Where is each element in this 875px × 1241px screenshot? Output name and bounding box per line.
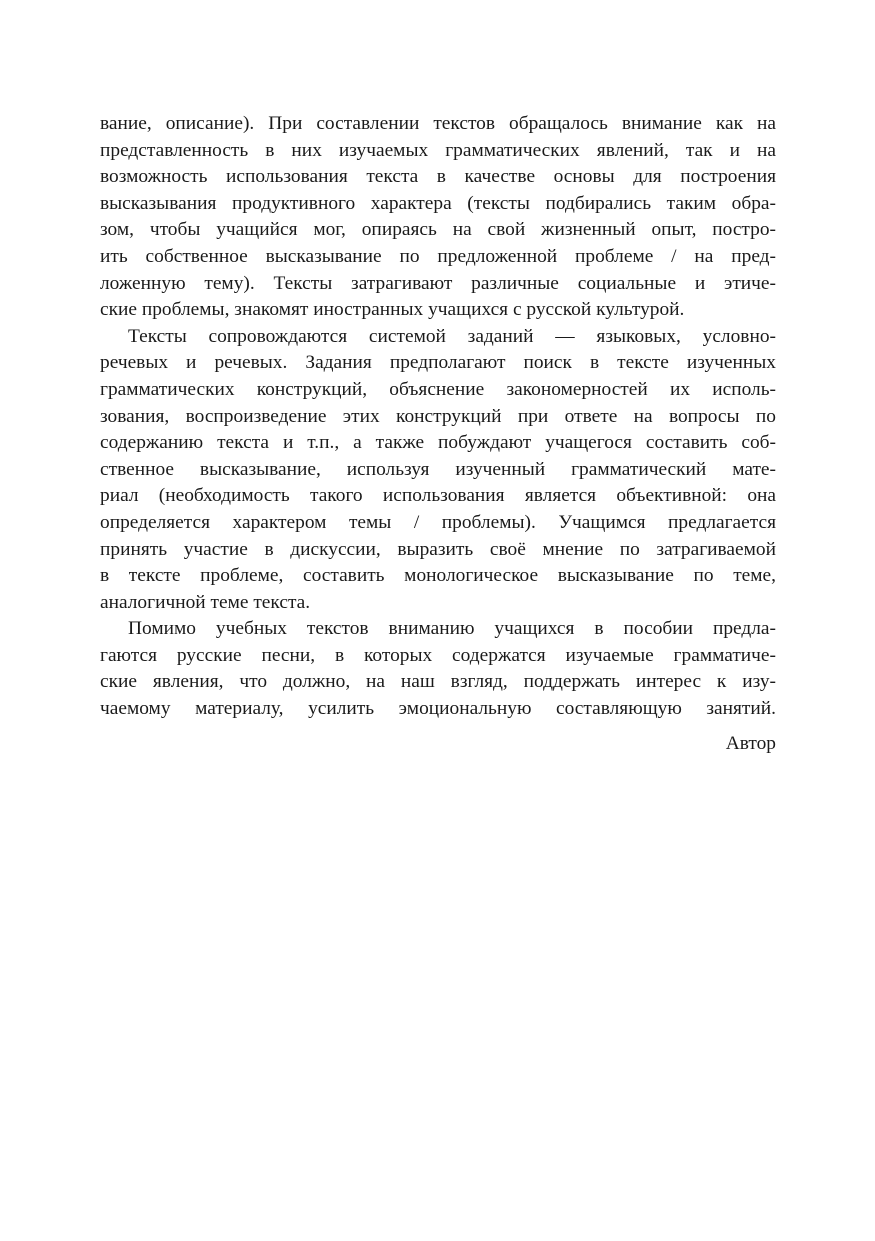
text-line: возможность использования текста в качестве основы для построения <box>100 166 776 188</box>
text-line: ственное высказывание, используя изученный грамматический мате- <box>100 458 776 480</box>
text-line: аналогичной теме текста. <box>100 591 311 613</box>
text-line: зом, чтобы учащийся мог, опираясь на свой жизненный опыт, постро- <box>100 219 776 241</box>
text-line: грамматических конструкций, объяснение закономерностей их исполь- <box>100 378 776 400</box>
text-line: определяется характером темы / проблемы). Учащимся предлагается <box>100 511 776 533</box>
text-line: содержанию текста и т.п., а также побуждают учащегося составить соб- <box>100 432 776 454</box>
text-line: принять участие в дискуссии, выразить своё мнение по затрагиваемой <box>100 538 776 560</box>
text-line: речевых и речевых. Задания предполагают поиск в тексте изученных <box>100 352 776 374</box>
text-line: риал (необходимость такого использования является объективной: она <box>100 485 776 507</box>
text-line: высказывания продуктивного характера (тексты подбирались таким обра- <box>100 192 776 214</box>
body-text <box>100 111 776 757</box>
paragraph-2 <box>100 324 776 617</box>
text-line: представленность в них изучаемых грамматических явлений, так и на <box>100 139 776 161</box>
text-line: ские явления, что должно, на наш взгляд, поддержать интерес к изу- <box>100 671 776 693</box>
text-line: чаемому материалу, усилить эмоциональную составляющую занятий. <box>100 698 776 720</box>
text-line: гаются русские песни, в которых содержатся изучаемые грамматиче- <box>100 644 776 666</box>
text-line: в тексте проблеме, составить монологическое высказывание по теме, <box>100 565 776 587</box>
text-line: ложенную тему). Тексты затрагивают различные социальные и этиче- <box>100 272 776 294</box>
text-line: Тексты сопровождаются системой заданий — языковых, условно- <box>128 325 776 347</box>
paragraph-1 <box>100 111 776 324</box>
text-line: зования, воспроизведение этих конструкций при ответе на вопросы по <box>100 405 776 427</box>
text-line: ить собственное высказывание по предложенной проблеме / на пред- <box>100 245 776 267</box>
text-line: Помимо учебных текстов вниманию учащихся в пособии предла- <box>128 618 776 640</box>
text-line: ские проблемы, знакомят иностранных учащихся с русской культурой. <box>100 299 685 321</box>
author-signature: Автор <box>725 732 776 754</box>
text-line: вание, описание). При составлении текстов обращалось внимание как на <box>100 113 776 134</box>
paragraph-3 <box>100 616 776 722</box>
